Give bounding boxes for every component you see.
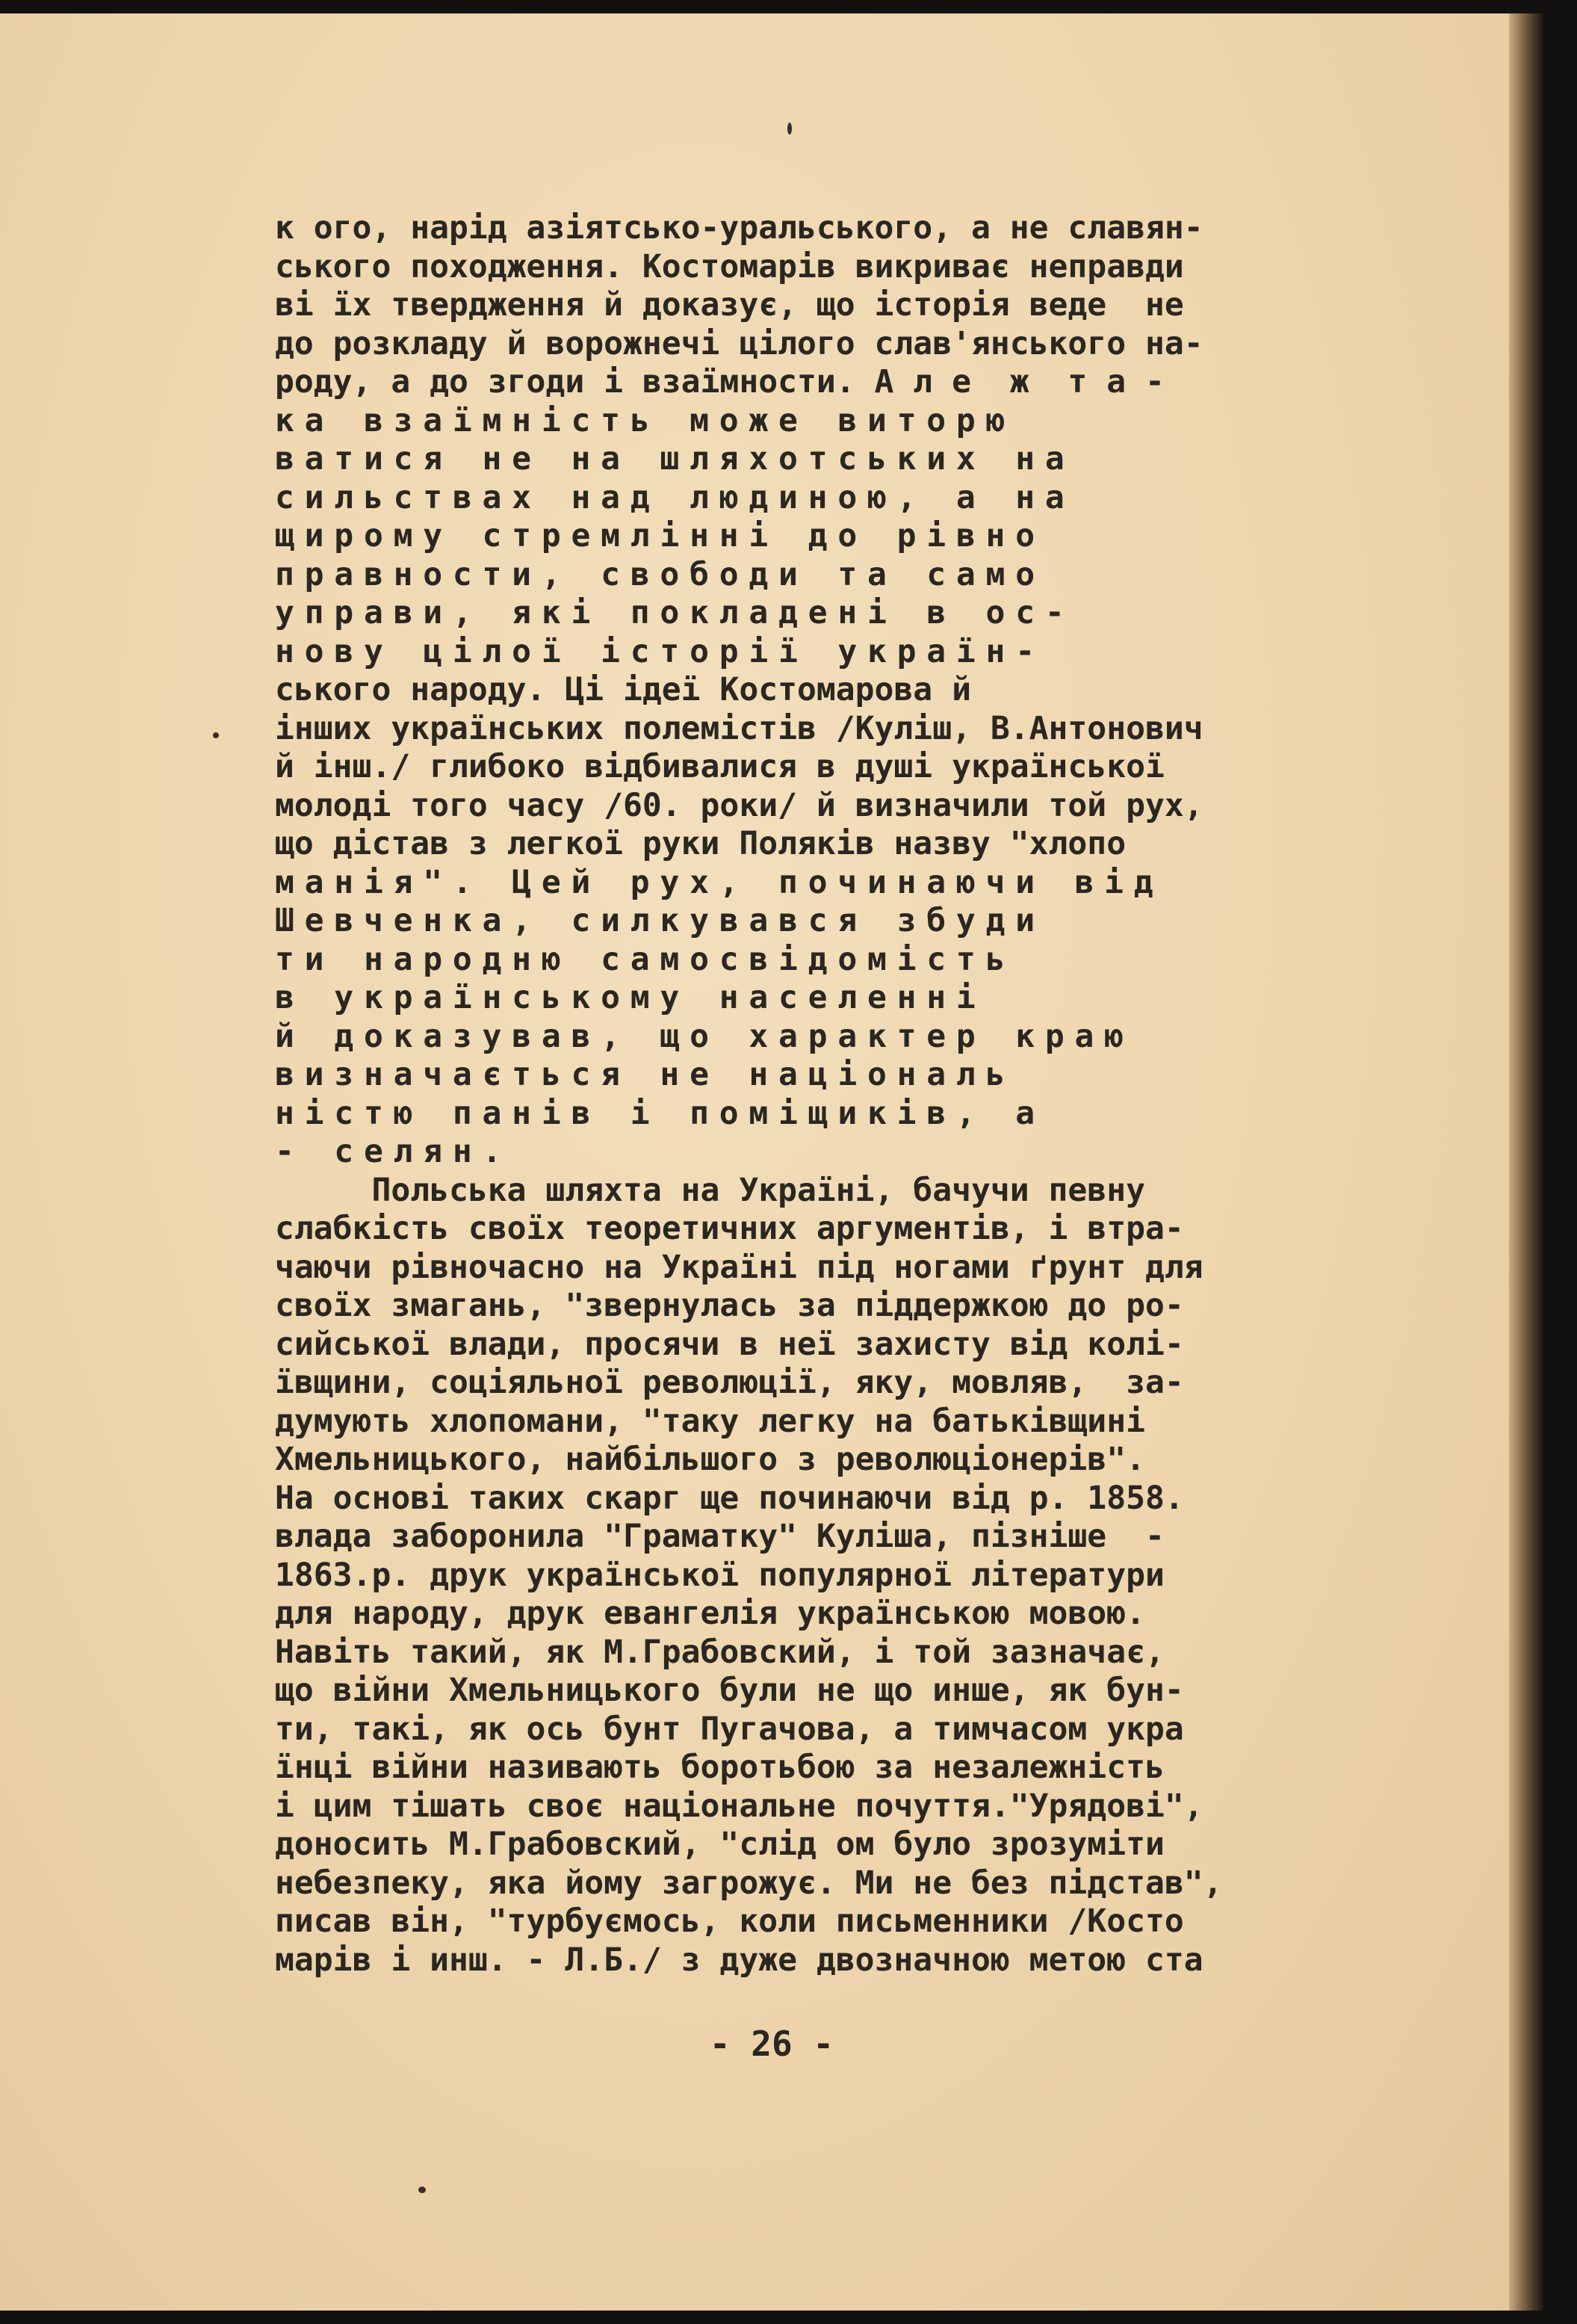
text-line: думують хлопомани, "таку легку на батьківщині: [275, 1402, 1145, 1440]
page-number: - 26 -: [709, 2024, 834, 2064]
text-line: ти, такі, як ось бунт Пугачова, а тимчасом укра: [275, 1710, 1184, 1748]
text-line: ти народню самосвідомість: [275, 940, 1016, 978]
text-line: влада заборонила "Граматку" Куліша, пізніше -: [275, 1518, 1165, 1555]
text-line: щирому стремлінні до рівно: [275, 517, 1045, 554]
text-line: і цим тішать своє національне почуття."Урядові",: [275, 1787, 1203, 1825]
text-line: своїх змагань, "звернулась за піддержкою до ро-: [275, 1287, 1184, 1324]
text-line: На основі таких скарг ще починаючи від р. 1858.: [275, 1479, 1184, 1517]
text-line: визначається не національ: [275, 1056, 1016, 1093]
text-line: ністю панів і поміщиків, а: [275, 1094, 1045, 1132]
text-line: к ого, нарід азіятсько-уральського, а не славян-: [275, 209, 1203, 247]
text-line: Хмельницького, найбільшого з революціонерів".: [275, 1441, 1145, 1478]
text-line: слабкість своїх теоретичних аргументів, і втра-: [275, 1210, 1184, 1247]
paper-speck: [213, 732, 219, 738]
text-line: ватися не на шляхотських на: [275, 440, 1075, 478]
text-line: молоді того часу /60. роки/ й визначили той рух,: [275, 786, 1203, 824]
text-line: манія". Цей рух, починаючи від: [275, 863, 1164, 901]
text-line: що війни Хмельницького були не що инше, як бун-: [275, 1672, 1184, 1709]
text-line: управи, які покладені в ос-: [275, 594, 1075, 631]
text-line: до розкладу й ворожнечі цілого слав'янського на-: [275, 324, 1203, 362]
text-line: ві їх твердження й доказує, що історія веде не: [275, 286, 1184, 324]
text-line: сийської влади, просячи в неї захисту від колі-: [275, 1325, 1184, 1363]
text-line: чаючи рівночасно на Україні під ногами ґрунт для: [275, 1248, 1203, 1286]
text-line: сильствах над людиною, а на: [275, 478, 1075, 516]
text-line: писав він, "турбуємось, коли письменники /Косто: [275, 1903, 1184, 1940]
text-line: ка взаїмність може виторю: [275, 401, 1016, 439]
text-line: ївщини, соціяльної революції, яку, мовляв, за-: [275, 1364, 1184, 1401]
typewritten-text: [275, 209, 1440, 1980]
text-line: нову цілої історії україн-: [275, 632, 1045, 670]
text-line: доносить М.Грабовский, "слід ом було зрозуміти: [275, 1826, 1165, 1863]
paper-speck: [787, 123, 792, 135]
text-line: що дістав з легкої руки Поляків назву "хлопо: [275, 825, 1127, 862]
text-line: й доказував, що характер краю: [275, 1017, 1134, 1055]
text-line: - селян.: [275, 1133, 512, 1170]
text-line: в українському населенні: [275, 979, 986, 1016]
text-line: й інш./ глибоко відбивалися в душі української: [275, 748, 1165, 785]
text-line: 1863.р. друк української популярної літератури: [275, 1556, 1165, 1594]
text-line: їнці війни називають боротьбою за незалежність: [275, 1749, 1165, 1786]
text-line: Польська шляхта на Україні, бачучи певну: [275, 1171, 1145, 1209]
text-line: небезпеку, яка йому загрожує. Ми не без підстав",: [275, 1864, 1223, 1902]
text-line: для народу, друк евангелія українською мовою.: [275, 1595, 1145, 1632]
paper-speck: [418, 2187, 426, 2193]
page-binding-edge: [1509, 13, 1543, 2311]
text-line: роду, а до згоди і взаїмности. А л е ж т а -: [275, 363, 1165, 401]
text-line: правности, свободи та само: [275, 555, 1045, 593]
text-line: інших українських полемістів /Куліш, В.Антонович: [275, 709, 1203, 747]
text-line: ського народу. Ці ідеї Костомарова й: [275, 671, 971, 708]
text-line: Шевченка, силкувався збуди: [275, 902, 1045, 939]
text-line: ського походження. Костомарів викриває неправди: [275, 247, 1184, 285]
text-line: Навіть такий, як М.Грабовский, і той зазначає,: [275, 1633, 1165, 1671]
document-page: [0, 13, 1543, 2311]
text-line: марів і инш. - Л.Б./ з дуже двозначною метою ста: [275, 1941, 1203, 1979]
